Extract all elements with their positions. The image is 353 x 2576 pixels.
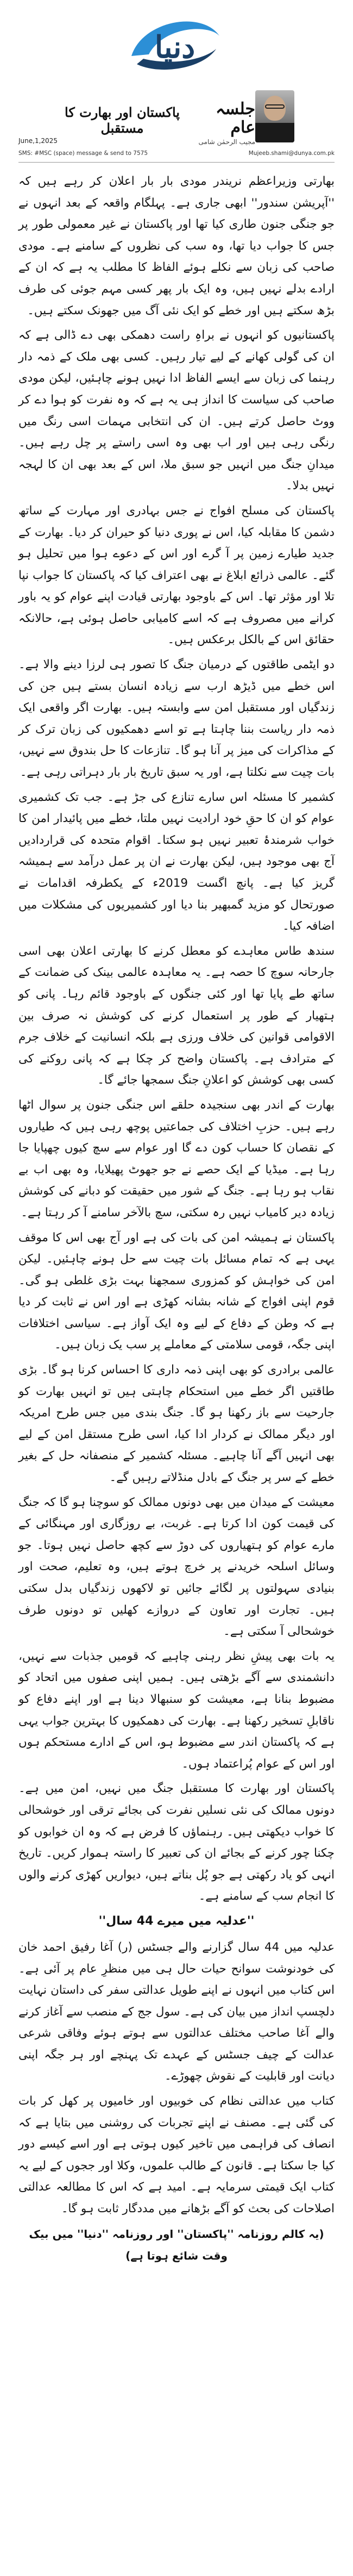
header-divider	[18, 162, 335, 163]
svg-text:دنیا: دنیا	[154, 29, 196, 65]
sms-instructions: SMS: #MSC (space) message & send to 7575	[18, 150, 148, 157]
publish-date: June,1,2025	[18, 137, 58, 145]
subsection-paragraph: کتاب میں عدالتی نظام کی خوبیوں اور خامیوں پر کھل کر بات کی گئی ہے۔ مصنف نے اپنے تجربات کی روشنی میں بتایا ہے کہ انصاف کی فراہمی میں تاخیر کیوں ہوتی ہے اور اسے کیسے دور کیا جا سکتا ہے۔ قانون کے طالب علموں، وکلا اور ججوں کے لیے یہ کتاب ایک قیمتی سرمایہ ہے۔ امید ہے کہ اس کا مطالعہ عدالتی اصلاحات کی بحث کو آگے بڑھانے میں مددگار ثابت ہو گا۔	[18, 2094, 335, 2216]
columnist-photo	[255, 90, 294, 142]
article-paragraph: بھارتی وزیراعظم نریندر مودی بار بار اعلان کر رہے ہیں کہ ''آپریشن سندور'' ابھی جاری ہے۔ پہلگام واقعہ کے بعد انہوں نے جو جنگی جنون طاری کیا تھا اور پاکستان نے غیر معمولی طور پر جس کا جواب دیا تھا، وہ سب کی نظروں کے سامنے ہے۔ مودی صاحب کی زبان سے نکلے ہوئے الفاظ کا مطلب یہ ہے کہ ان کے ارادے بدلے نہیں ہیں، وہ ایک بار پھر کسی مہم جوئی کی طرف بڑھ سکتے ہیں اور خطے کو ایک نئی آگ میں جھونک سکتے ہیں۔	[18, 175, 335, 318]
article-paragraph: سندھ طاس معاہدے کو معطل کرنے کا بھارتی اعلان بھی اسی جارحانہ سوچ کا حصہ ہے۔ یہ معاہدہ عالمی بینک کی ضمانت کے ساتھ طے پایا تھا اور کئی جنگوں کے باوجود قائم رہا۔ پانی کو ہتھیار کے طور پر استعمال کرنے کی کوشش نہ صرف بین الاقوامی قوانین کی خلاف ورزی ہے بلکہ انسانیت کے خلاف جرم کے مترادف ہے۔ پاکستان واضح کر چکا ہے کہ پانی روکنے کی کسی بھی کوشش کو اعلانِ جنگ سمجھا جائے گا۔	[18, 944, 335, 1087]
column-header	[0, 0, 353, 174]
article-paragraph: کشمیر کا مسئلہ اس سارے تنازع کی جڑ ہے۔ جب تک کشمیری عوام کو ان کا حقِ خود ارادیت نہیں ملتا، خطے میں پائیدار امن کا خواب شرمندۂ تعبیر نہیں ہو سکتا۔ اقوام متحدہ کی قراردادیں آج بھی موجود ہیں، لیکن بھارت نے ان پر عمل درآمد سے ہمیشہ گریز کیا ہے۔ پانچ اگست 2019ء کے یکطرفہ اقدامات نے صورتحال کو مزید گمبھیر بنا دیا اور کشمیریوں کی مشکلات میں اضافہ کیا۔	[18, 790, 335, 934]
article-paragraph: معیشت کے میدان میں بھی دونوں ممالک کو سوچنا ہو گا کہ جنگ کی قیمت کون ادا کرتا ہے۔ غربت، بے روزگاری اور مہنگائی کے مارے عوام کو ہتھیاروں کی دوڑ سے کچھ حاصل نہیں ہوتا۔ جو وسائل اسلحہ خریدنے پر خرچ ہوتے ہیں، وہ تعلیم، صحت اور بنیادی سہولتوں پر لگائے جائیں تو لاکھوں زندگیاں بدل سکتی ہیں۔ تجارت اور تعاون کے دروازے کھلیں تو دونوں طرف خوشحالی آ سکتی ہے۔	[18, 1495, 335, 1639]
article-paragraph: پاکستانیوں کو انہوں نے براہِ راست دھمکی بھی دے ڈالی ہے کہ ان کی گولی کھانے کے لیے تیار رہیں۔ کسی بھی ملک کے ذمہ دار رہنما کی زبان سے ایسے الفاظ ادا نہیں ہونے چاہئیں، لیکن مودی صاحب کی سیاست کا انداز ہی یہ ہے کہ وہ نفرت کو ہوا دے کر ووٹ حاصل کرتے ہیں۔ ان کی انتخابی مہمات اسی رنگ میں رنگی رہی ہیں اور اب بھی وہ اسی راستے پر چل رہے ہیں۔ میدانِ جنگ میں انہیں جو سبق ملا، اس کے بعد بھی ان کا لہجہ نہیں بدلا۔	[18, 328, 335, 493]
author-email[interactable]: Mujeeb.shami@dunya.com.pk	[248, 150, 335, 157]
contact-row	[18, 150, 335, 161]
article-paragraph: پاکستان اور بھارت کا مستقبل جنگ میں نہیں، امن میں ہے۔ دونوں ممالک کی نئی نسلیں نفرت کی بجائے ترقی اور خوشحالی کا خواب دیکھتی ہیں۔ رہنماؤں کا فرض ہے کہ وہ ان خوابوں کو چکنا چور کرنے کے بجائے ان کی تعبیر کا راستہ ہموار کریں۔ تاریخ انہی کو یاد رکھتی ہے جو پُل بناتے ہیں، دیواریں کھڑی کرنے والوں کا انجام سب کے سامنے ہے۔	[18, 1782, 335, 1903]
article-paragraph: پاکستان نے ہمیشہ امن کی بات کی ہے اور آج بھی اس کا موقف یہی ہے کہ تمام مسائل بات چیت سے حل ہونے چاہئیں۔ لیکن امن کی خواہش کو کمزوری سمجھنا بہت بڑی غلطی ہو گی۔ قوم اپنی افواج کے شانہ بشانہ کھڑی ہے اور اس نے ثابت کر دیا ہے کہ وطن کے دفاع کے لیے وہ ایک آواز ہے۔ سیاسی اختلافات اپنی جگہ، قومی سلامتی کے معاملے پر سب یک زبان ہیں۔	[18, 1230, 335, 1352]
dunya-logo	[121, 4, 229, 86]
article-headline: پاکستان اور بھارت کا مستقبل	[65, 104, 180, 136]
article-body	[18, 171, 335, 2267]
column-name: جلسہ عام	[216, 99, 255, 137]
columnist-byline: مجیب الرحمٰن شامی	[198, 138, 255, 146]
article-paragraph: عالمی برادری کو بھی اپنی ذمہ داری کا احساس کرنا ہو گا۔ بڑی طاقتیں اگر خطے میں استحکام چاہتی ہیں تو انہیں بھارت کو جارحیت سے باز رکھنا ہو گا۔ جنگ بندی میں جس طرح امریکہ اور دیگر ممالک نے کردار ادا کیا، اسی طرح مستقل امن کے لیے بھی انہیں آگے آنا چاہیے۔ مسئلہ کشمیر کے منصفانہ حل کے بغیر خطے کے سر پر جنگ کے بادل منڈلاتے رہیں گے۔	[18, 1363, 335, 1485]
article-subheading: ''عدلیہ میں میرے 44 سال''	[98, 1914, 255, 1928]
article-paragraph: یہ بات بھی پیشِ نظر رہنی چاہیے کہ قومیں جذبات سے نہیں، دانشمندی سے آگے بڑھتی ہیں۔ ہمیں اپنی صفوں میں اتحاد کو مضبوط بنانا ہے، معیشت کو سنبھالا دینا ہے اور اپنے دفاع کو ناقابلِ تسخیر رکھنا ہے۔ بھارت کی دھمکیوں کا بہترین جواب یہی ہے کہ پاکستان اندر سے مضبوط ہو، اس کے ادارے مستحکم ہوں اور اس کے عوام پُراعتماد ہوں۔	[18, 1649, 335, 1771]
article-paragraph: بھارت کے اندر بھی سنجیدہ حلقے اس جنگی جنون پر سوال اٹھا رہے ہیں۔ حزبِ اختلاف کی جماعتیں پوچھ رہی ہیں کہ طیاروں کے نقصان کا حساب کون دے گا اور عوام سے سچ کیوں چھپایا جا رہا ہے۔ میڈیا کے ایک حصے نے جو جھوٹ پھیلایا، وہ بھی اب بے نقاب ہو رہا ہے۔ جنگ کے شور میں حقیقت کو دبانے کی کوشش زیادہ دیر کامیاب نہیں رہ سکتی، سچ بالآخر سامنے آ کر رہتا ہے۔	[18, 1098, 335, 1219]
publication-note: (یہ کالم روزنامہ ''پاکستان'' اور روزنامہ ''دنیا'' میں بیک وقت شائع ہوتا ہے)	[29, 2227, 324, 2262]
subsection-paragraph: عدلیہ میں 44 سال گزارنے والے جسٹس (ر) آغا رفیق احمد خان کی خودنوشت سوانح حیات حال ہی میں منظرِ عام پر آئی ہے۔ اس کتاب میں انہوں نے اپنے طویل عدالتی سفر کی داستان نہایت دلچسپ انداز میں بیان کی ہے۔ سول جج کے منصب سے آغاز کرنے والے آغا صاحب مختلف عدالتوں سے ہوتے ہوئے وفاقی شرعی عدالت کے چیف جسٹس کے عہدے تک پہنچے اور ہر جگہ اپنی دیانت اور قابلیت کے نقوش چھوڑے۔	[18, 1940, 335, 2083]
article-paragraph: دو ایٹمی طاقتوں کے درمیان جنگ کا تصور ہی لرزا دینے والا ہے۔ اس خطے میں ڈیڑھ ارب سے زیادہ انسان بستے ہیں جن کی زندگیاں اور مستقبل امن سے وابستہ ہیں۔ بھارت اگر واقعی ایک ذمہ دار ریاست بننا چاہتا ہے تو اسے دھمکیوں کی زبان ترک کر کے مذاکرات کی میز پر آنا ہو گا۔ تنازعات کا حل بندوق سے نہیں، بات چیت سے نکلتا ہے، اور یہ سبق تاریخ بار بار دہراتی رہی ہے۔	[18, 658, 335, 780]
article-paragraph: پاکستان کی مسلح افواج نے جس بہادری اور مہارت کے ساتھ دشمن کا مقابلہ کیا، اس نے پوری دنیا کو حیران کر دیا۔ بھارت کے جدید طیارے زمین پر آ گرے اور اس کے دعوے ہوا میں تحلیل ہو گئے۔ عالمی ذرائع ابلاغ نے بھی اعتراف کیا کہ پاکستان کا جواب نپا تلا اور مؤثر تھا۔ اس کے باوجود بھارتی قیادت اپنے عوام کو یہ باور کرانے میں مصروف ہے کہ اسے کامیابی حاصل ہوئی ہے، حالانکہ حقائق اس کے بالکل برعکس ہیں۔	[18, 503, 335, 647]
columnist-block	[190, 100, 255, 146]
